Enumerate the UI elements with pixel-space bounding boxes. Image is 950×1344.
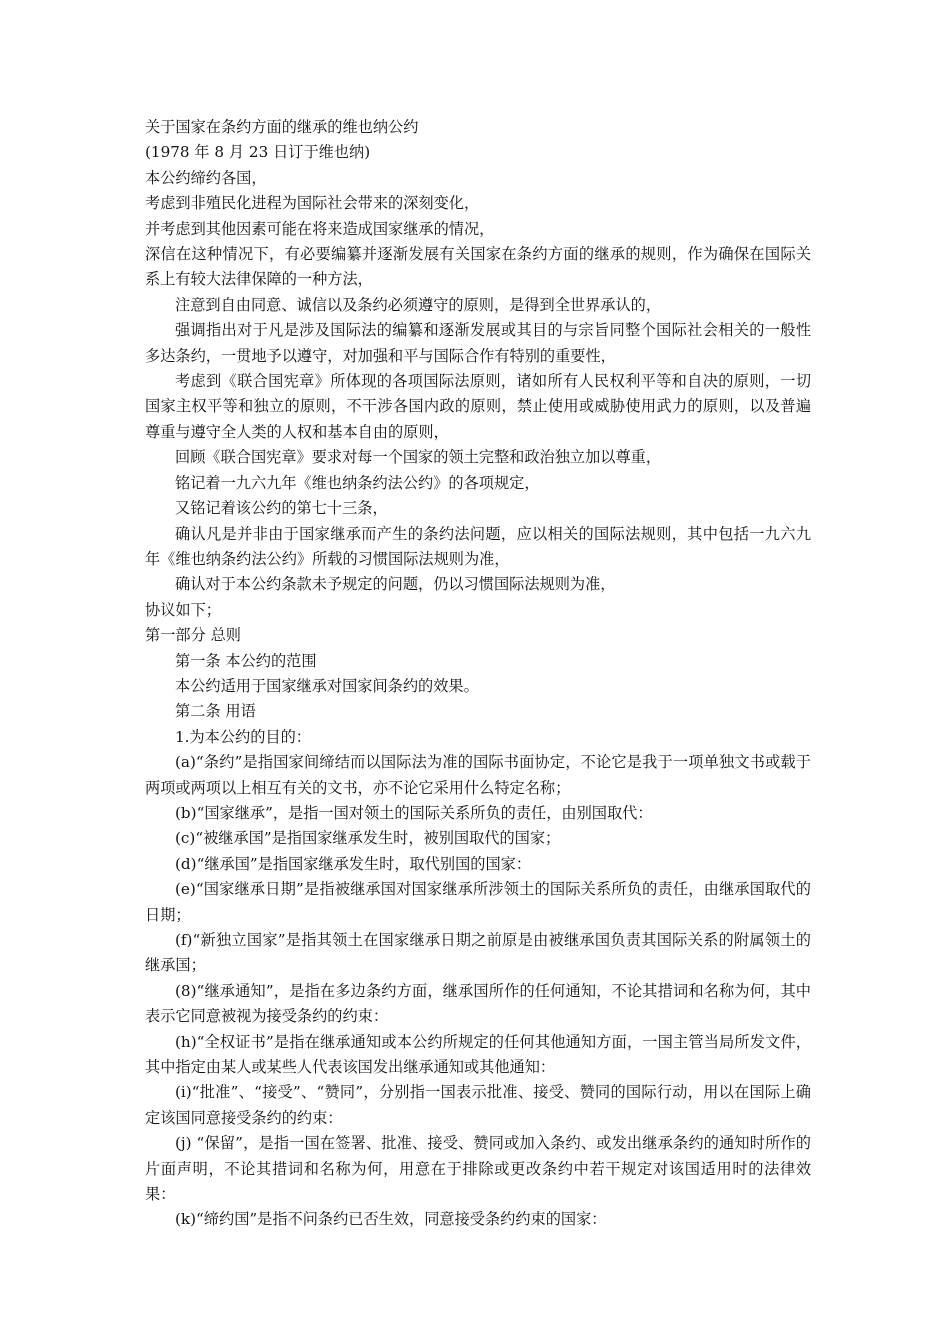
definition-paragraph: (8)“继承通知”，是指在多边条约方面，继承国所作的任何通知，不论其措词和名称为何，其中表示它同意被视为接受条约的约束： xyxy=(145,981,811,1026)
date-line: (1978 年 8 月 23 日订于维也纳) xyxy=(145,143,371,162)
consideration-paragraph: 强调指出对于凡是涉及国际法的编纂和逐渐发展或其目的与宗旨同整个国际社会相关的一般性多达条约，一贯地予以遵守，对加强和平与国际合作有特别的重要性， xyxy=(145,321,811,365)
consideration-paragraph: 又铭记着该公约的第七十三条， xyxy=(175,499,388,518)
article-heading: 第一条 本公约的范围 xyxy=(175,651,317,670)
agreed-line: 协议如下； xyxy=(145,600,221,619)
preamble-line: 并考虑到其他因素可能在将来造成国家继承的情况， xyxy=(145,219,495,238)
consideration-paragraph: 回顾《联合国宪章》要求对每一个国家的领土完整和政治独立加以尊重， xyxy=(175,448,661,467)
consideration-paragraph: 考虑到《联合国宪章》所体现的各项国际法原则，诸如所有人民权利平等和自决的原则，一切国家主权平等和独立的原则，不干涉各国内政的原则，禁止使用或威胁使用武力的原则，以及普遍尊重与遵守全人类的人权和基本自由的原则， xyxy=(145,372,811,441)
consideration-paragraph: 铭记着一九六九年《维也纳条约法公约》的各项规定， xyxy=(175,473,540,492)
definition-paragraph: (e)“国家继承日期”是指被继承国对国家继承所涉领土的国际关系所负的责任，由继承国取代的日期； xyxy=(145,880,811,924)
document-page xyxy=(145,115,811,1233)
definition-paragraph: (k)“缔约国”是指不问条约已否生效，同意接受条约约束的国家： xyxy=(175,1210,607,1229)
definition-paragraph: (i)“批准”、“接受”、“赞同”，分别指一国表示批准、接受、赞同的国际行动，用以在国际上确定该国同意接受条约的约束： xyxy=(145,1083,811,1127)
definition-paragraph: (j) “保留”，是指一国在签署、批准、接受、赞同或加入条约、或发出继承条约的通知时所作的片面声明，不论其措词和名称为何，用意在于排除或更改条约中若干规定对该国适用时的法律效果： xyxy=(145,1134,811,1204)
document-title: 关于国家在条约方面的继承的维也纳公约 xyxy=(145,118,419,136)
article-text: 1.为本公约的目的： xyxy=(175,727,311,746)
part-heading: 第一部分 总则 xyxy=(145,626,241,645)
definition-paragraph: (c)“被继承国”是指国家继承发生时，被别国取代的国家； xyxy=(175,829,561,848)
article-heading: 第二条 用语 xyxy=(175,702,256,721)
consideration-paragraph: 确认对于本公约条款未予规定的问题，仍以习惯国际法规则为准， xyxy=(175,575,616,594)
consideration-paragraph: 确认凡是并非由于国家继承而产生的条约法问题，应以相关的国际法规则，其中包括一九六九年《维也纳条约法公约》所载的习惯国际法规则为准， xyxy=(145,524,811,568)
preamble-line: 考虑到非殖民化进程为国际社会带来的深刻变化， xyxy=(145,194,480,213)
preamble-line: 深信在这种情况下，有必要编纂并逐渐发展有关国家在条约方面的继承的规则，作为确保在国际关系上有较大法律保障的一种方法， xyxy=(145,245,811,289)
definition-paragraph: (f)“新独立国家”是指其领土在国家继承日期之前原是由被继承国负责其国际关系的附属领土的继承国； xyxy=(145,931,811,975)
definition-paragraph: (h)“全权证书”是指在继承通知或本公约所规定的任何其他通知方面，一国主管当局所发文件，其中指定由某人或某些人代表该国发出继承通知或其他通知： xyxy=(145,1032,811,1077)
preamble-line: 本公约缔约各国， xyxy=(145,168,267,187)
definition-paragraph: (b)“国家继承”，是指一国对领土的国际关系所负的责任，由别国取代： xyxy=(175,803,653,822)
consideration-paragraph: 注意到自由同意、诚信以及条约必须遵守的原则，是得到全世界承认的， xyxy=(175,295,661,314)
definition-paragraph: (a)“条约”是指国家间缔结而以国际法为准的国际书面协定，不论它是我于一项单独文书或载于两项或两项以上相互有关的文书，亦不论它采用什么特定名称； xyxy=(145,753,811,797)
article-text: 本公约适用于国家继承对国家间条约的效果。 xyxy=(175,676,479,695)
definition-paragraph: (d)“继承国”是指国家继承发生时，取代别国的国家： xyxy=(175,854,532,873)
